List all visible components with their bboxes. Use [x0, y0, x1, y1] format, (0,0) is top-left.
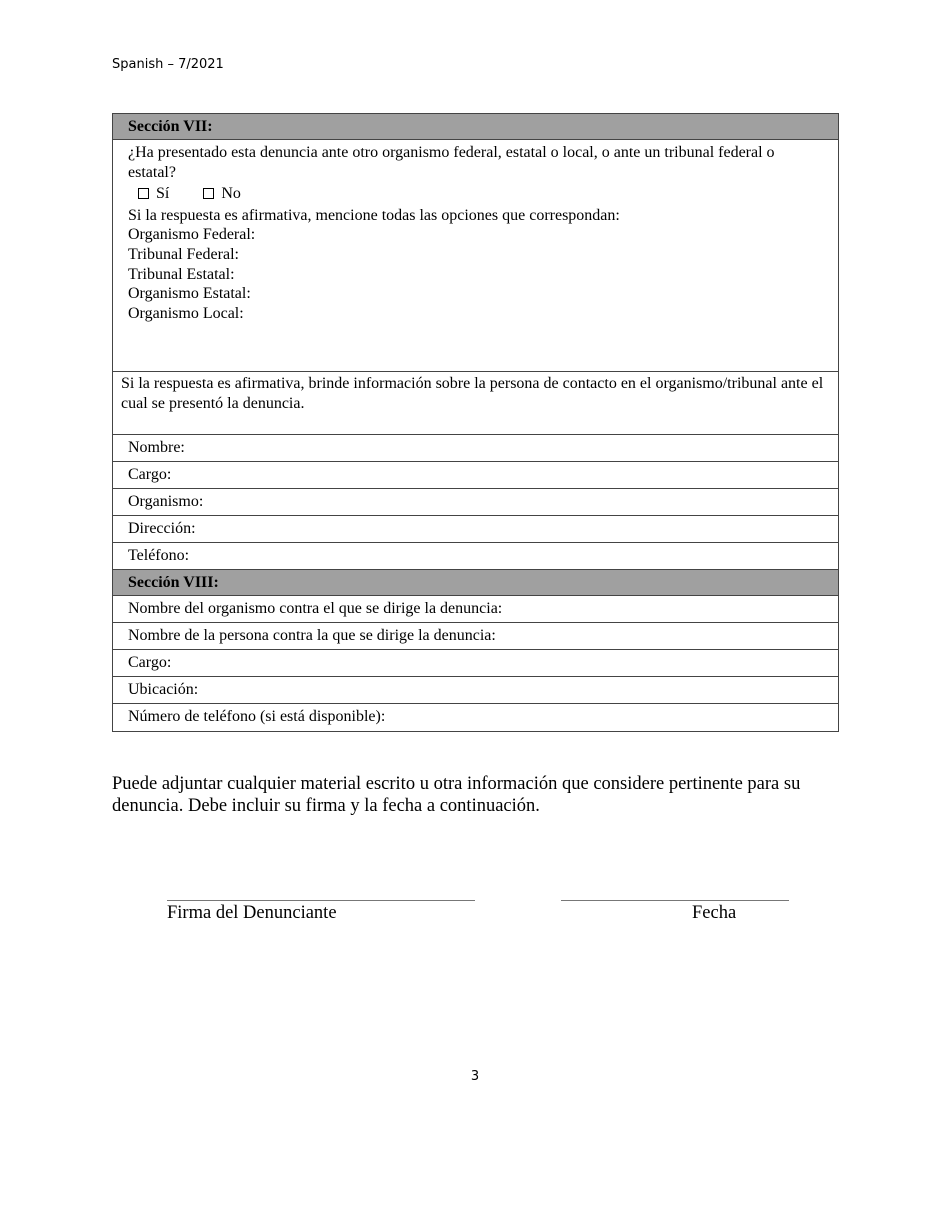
section-viii-title: Sección VIII: [113, 570, 838, 596]
agency-state-field[interactable]: Organismo Estatal: [128, 285, 251, 303]
attachment-note: Puede adjuntar cualquier material escrito u otra información que considere pertinente para su denuncia. Debe incluir su firma y la fecha a continuación. [112, 774, 801, 816]
signature-label: Firma del Denunciante [167, 903, 337, 923]
option-no[interactable] [203, 185, 241, 202]
contact-name-field[interactable]: Nombre: [113, 435, 838, 462]
date-label: Fecha [692, 903, 737, 923]
agency-local-field[interactable]: Organismo Local: [128, 304, 244, 322]
respondent-agency-field[interactable]: Nombre del organismo contra el que se dirige la denuncia: [113, 596, 838, 623]
respondent-person-field[interactable]: Nombre de la persona contra la que se dirige la denuncia: [113, 623, 838, 650]
contact-phone-field[interactable]: Teléfono: [113, 543, 838, 570]
respondent-location-field[interactable]: Ubicación: [113, 677, 838, 704]
contact-agency-field[interactable]: Organismo: [113, 489, 838, 516]
yes-label: Sí [156, 185, 170, 203]
court-federal-field[interactable]: Tribunal Federal: [128, 245, 239, 263]
date-line[interactable] [561, 900, 789, 901]
no-label: No [221, 185, 241, 203]
page-header: Spanish – 7/2021 [112, 57, 224, 72]
signature-line[interactable] [167, 900, 475, 901]
respondent-phone-field[interactable]: Número de teléfono (si está disponible): [128, 708, 386, 725]
yes-checkbox[interactable] [138, 188, 149, 199]
other-filing-question: ¿Ha presentado esta denuncia ante otro organismo federal, estatal o local, o ante un tribunal federal o estatal? [128, 144, 775, 181]
agency-federal-field[interactable]: Organismo Federal: [128, 226, 256, 244]
section-vii-title: Sección VII: [113, 114, 838, 140]
yes-no-options [128, 184, 822, 204]
contact-title-field[interactable]: Cargo: [113, 462, 838, 489]
page-number: 3 [470, 1069, 480, 1084]
complaint-form-table [112, 113, 839, 732]
contact-address-field[interactable]: Dirección: [113, 516, 838, 543]
no-checkbox[interactable] [203, 188, 214, 199]
contact-intro: Si la respuesta es afirmativa, brinde información sobre la persona de contacto en el organismo/tribunal ante el cual se presentó la denuncia. [113, 372, 838, 435]
court-state-field[interactable]: Tribunal Estatal: [128, 265, 235, 283]
other-filings-block [113, 140, 838, 372]
respondent-title-field[interactable]: Cargo: [113, 650, 838, 677]
option-yes[interactable] [138, 185, 169, 202]
agencies-instruction: Si la respuesta es afirmativa, mencione todas las opciones que correspondan: [128, 206, 620, 224]
